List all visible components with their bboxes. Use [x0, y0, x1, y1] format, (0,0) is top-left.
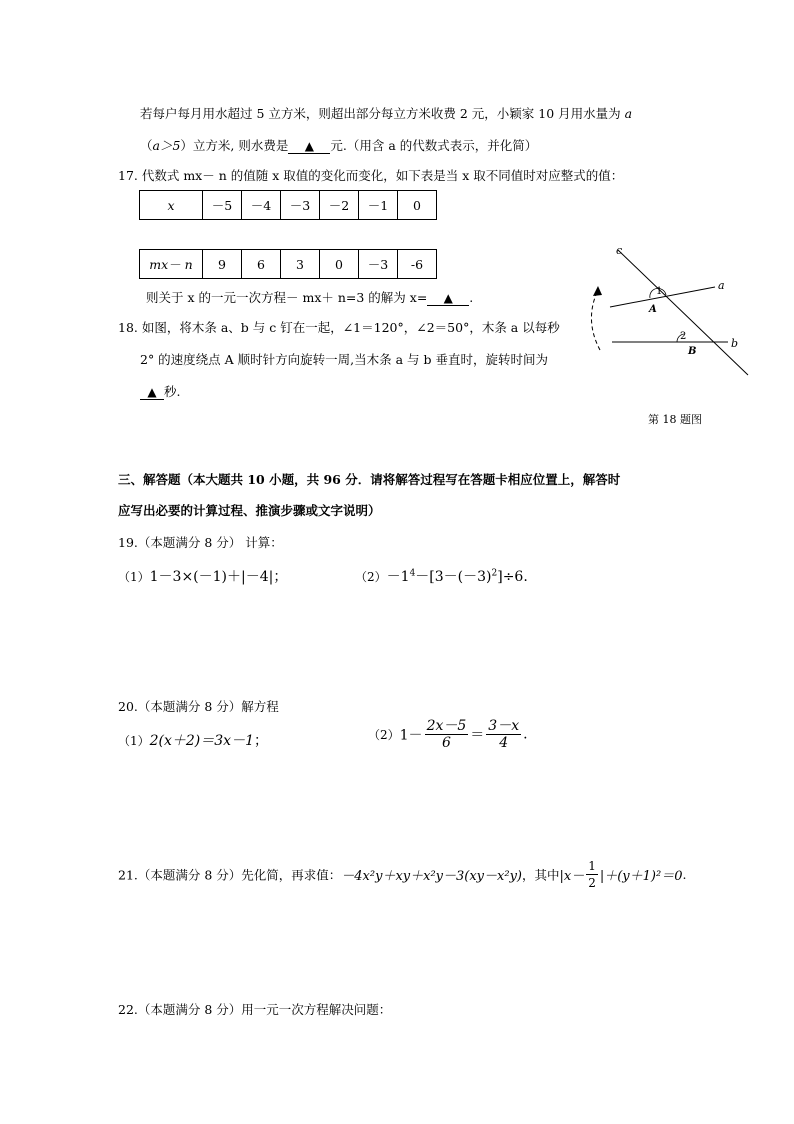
q18-line3: ▲ 秒. — [140, 382, 180, 400]
q18-figure — [580, 240, 750, 385]
label-1: 1 — [656, 286, 663, 297]
table-cell: －3 — [281, 191, 320, 220]
q16-line2: （a＞5）立方米, 则水费是 ▲ 元.（用含 a 的代数式表示，并化简） — [140, 138, 538, 153]
label-a: a — [718, 279, 725, 292]
table-header-expr: mx－ n — [140, 250, 203, 279]
q16-answer-blank[interactable]: ▲ — [288, 139, 330, 154]
table-cell: －3 — [359, 250, 398, 279]
table-cell: 3 — [281, 250, 320, 279]
label-c: c — [616, 244, 623, 257]
table-cell: －2 — [320, 191, 359, 220]
table-cell: -6 — [398, 250, 437, 279]
rotation-arrow — [591, 290, 600, 350]
q18-answer-blank[interactable]: ▲ — [140, 385, 164, 400]
table-cell: －5 — [203, 191, 242, 220]
table-cell: 0 — [398, 191, 437, 220]
q19-stem: 19.（本题满分 8 分） 计算： — [118, 535, 283, 550]
table-cell: 9 — [203, 250, 242, 279]
q22-stem: 22.（本题满分 8 分）用一元一次方程解决问题： — [118, 1002, 392, 1017]
label-2: 2 — [680, 331, 687, 342]
q20-part2: （2）1－ $\frac{2x-5}{6}$ ＝ $\frac{3-x}{4}$ . — [368, 718, 528, 751]
q19-part1: （1）1－3×(－1)＋|－4|； — [118, 569, 288, 585]
q16-line1: 若每户每月用水超过 5 立方米，则超出部分每立方米收费 2 元，小颖家 10 月用水量为 a — [140, 106, 633, 121]
section3-heading-line2: 应写出必要的计算过程、推演步骤或文字说明） — [118, 503, 381, 518]
q19-part2: $(2)-1^4-[3-(-3)^2]\div 6$. — [355, 568, 528, 585]
section3-heading-line1: 三、解答题（本大题共 10 小题，共 96 分．请将解答过程写在答题卡相应位置上，解答时 — [118, 472, 621, 487]
label-B: B — [688, 346, 697, 357]
table-cell: －4 — [242, 191, 281, 220]
q20-part1: （1）2(x＋2)＝3x－1； — [118, 733, 268, 749]
q18-caption: 第 18 题图 — [648, 413, 702, 426]
q17-table-expr — [139, 249, 437, 279]
label-b: b — [731, 337, 739, 350]
q17-question: 则关于 x 的一元一次方程－ mx＋ n=3 的解为 x= ▲ . — [146, 290, 474, 305]
table-cell: 0 — [320, 250, 359, 279]
line-c — [618, 250, 748, 375]
table-cell: －1 — [359, 191, 398, 220]
q20-stem: 20.（本题满分 8 分）解方程 — [118, 699, 279, 714]
q18-line1: 18. 如图，将木条 a、b 与 c 钉在一起，∠1＝120°，∠2＝50°，木条 a 以每秒 — [118, 320, 560, 335]
q18-line2: 2° 的速度绕点 A 顺时针方向旋转一周,当木条 a 与 b 垂直时，旋转时间为 — [140, 352, 548, 367]
label-A: A — [649, 304, 657, 315]
q17-stem: 17. 代数式 mx－ n 的值随 x 取值的变化而变化，如下表是当 x 取不同值时对应整式的值： — [118, 168, 624, 183]
q17-answer-blank[interactable]: ▲ — [427, 291, 469, 306]
q21-stem: 21.（本题满分 8 分）先化简，再求值：－4x²y＋xy＋x²y－3(xy－x²y)，其中|x－ $\frac{1}{2}$ |＋(y＋1)²＝0. — [118, 859, 687, 890]
table-cell: 6 — [242, 250, 281, 279]
arrow-head-icon — [593, 286, 602, 296]
table-header-x: x — [140, 191, 203, 220]
q17-table-x — [139, 190, 437, 220]
